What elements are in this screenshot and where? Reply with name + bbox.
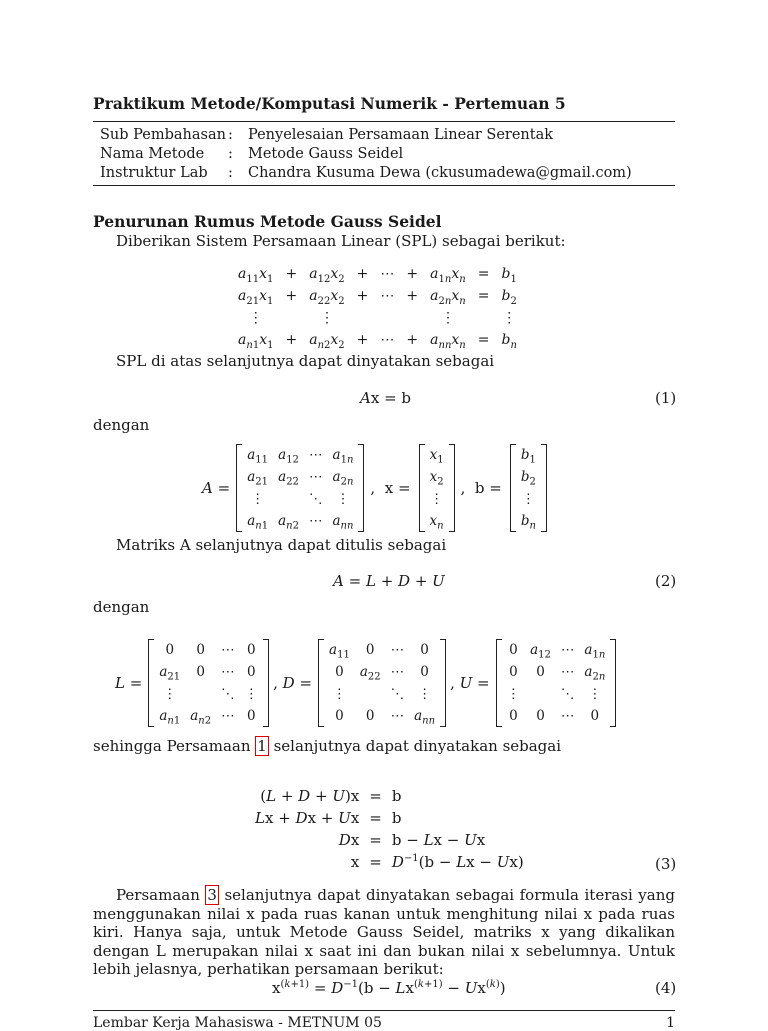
linear-system: $a_{11}x_1$ + $a_{12}x_2$ + ⋯ + $a_{1n}x_n$ = $b_1$ $a_{21}x_1$ + $a_{22}x_2$ + ⋯ + $a_{2n}x_n$ = $b_2$ ⋮ ⋮ ⋮ ⋮ $a_{n1}x_1$ + $a_{n2}x_2$ + ⋯ + $a_{nn}x_n$ = $b_n$ <box>238 266 517 351</box>
matrix-L: 0 0 ⋯ 0 $a_{21}$ 0 ⋯ 0 ⋮ ⋱ ⋮ $a_{n1}$ $a_{n2}$ ⋯ 0 <box>148 639 269 727</box>
page-number: 1 <box>666 1015 675 1031</box>
header-bottom-rule <box>93 185 675 186</box>
footer <box>93 1010 675 1031</box>
equation-ref-link[interactable]: 3 <box>207 886 217 904</box>
matrix-U: 0 $a_{12}$ ⋯ $a_{1n}$ 0 0 ⋯ $a_{2n}$ ⋮ ⋱ ⋮ 0 0 ⋯ 0 <box>496 639 617 727</box>
sehingga-text: sehingga Persamaan 1 selanjutnya dapat dinyatakan sebagai <box>93 737 562 755</box>
iteration-paragraph: Persamaan 3 selanjutnya dapat dinyatakan sebagai formula iterasi yang menggunakan nilai x pada ruas kanan untuk menghitung nilai x pada ruas kiri. Hanya saja, untuk Metode Gauss Seidel, matriks x yang dikalikan dengan L merupakan nilai x saat ini dan bukan nilai x sebelumnya. Untuk lebih jelasnya, perhatikan persamaan berikut: <box>93 886 675 978</box>
equation-number-4: (4) <box>655 979 677 997</box>
section-heading: Penurunan Rumus Metode Gauss Seidel <box>93 212 442 231</box>
vector-x: $x_1$ $x_2$ ⋮ $x_n$ <box>419 444 455 532</box>
ldu-definitions: L = 0 0 ⋯ 0 $a_{21}$ 0 ⋯ 0 ⋮ ⋱ ⋮ $a_{n1}$ $a_{n2}$ ⋯ 0 , D = $a_{11}$ 0 ⋯ 0 0 $a_{22}$ ⋯ 0 ⋮ ⋱ ⋮ 0 0 ⋯ $a_{nn}$ , U = 0 $a_{12}$ ⋯ $a_{1n}$ 0 0 ⋯ $a_{2n}$ ⋮ ⋱ ⋮ 0 0 ⋯ 0 <box>115 643 616 723</box>
equation-2: A = L + D + U <box>333 572 445 590</box>
dengan-text-2: dengan <box>93 598 150 616</box>
vector-b: $b_1$ $b_2$ ⋮ $b_n$ <box>510 444 547 532</box>
equation-1: Ax = b <box>360 389 412 407</box>
info-row: Nama Metode : Metode Gauss Seidel <box>100 145 404 162</box>
matrix-D: $a_{11}$ 0 ⋯ 0 0 $a_{22}$ ⋯ 0 ⋮ ⋱ ⋮ 0 0 ⋯ $a_{nn}$ <box>318 639 446 727</box>
info-row: Sub Pembahasan : Penyelesaian Persamaan Linear Serentak <box>100 126 554 143</box>
matrix-a-text: Matriks A selanjutnya dapat ditulis sebagai <box>116 536 447 554</box>
equation-number-3: (3) <box>655 855 677 873</box>
equation-ref-link[interactable]: 1 <box>257 737 267 755</box>
footer-text: Lembar Kerja Mahasiswa - METNUM 05 <box>93 1015 382 1031</box>
derivation: (L + D + U)x = b Lx + Dx + Ux = b Dx = b − Lx − Ux x = $D^{-1}(b - Lx - Ux)$ <box>255 787 524 871</box>
matrix-definitions: A = $a_{11}$ $a_{12}$ ⋯ $a_{1n}$ $a_{21}$ $a_{22}$ ⋯ $a_{2n}$ ⋮ ⋱ ⋮ $a_{n1}$ $a_{n2}$ ⋯ $a_{nn}$ , x = $x_1$ $x_2$ ⋮ $x_n$ , b = $b_1$ $b_2$ ⋮ $b_n$ <box>202 448 547 528</box>
equation-number-1: (1) <box>655 389 677 407</box>
header-top-rule <box>93 121 675 122</box>
equation-number-2: (2) <box>655 572 677 590</box>
equation-4: $x^{(k+1)} = D^{-1}(b - Lx^{(k+1)} - Ux^{(k)})$ <box>272 979 506 997</box>
matrix-A: $a_{11}$ $a_{12}$ ⋯ $a_{1n}$ $a_{21}$ $a_{22}$ ⋯ $a_{2n}$ ⋮ ⋱ ⋮ $a_{n1}$ $a_{n2}$ ⋯ $a_{nn}$ <box>236 444 364 532</box>
intro-text: Diberikan Sistem Persamaan Linear (SPL) sebagai berikut: <box>116 232 566 250</box>
dengan-text: dengan <box>93 416 150 434</box>
page-title: Praktikum Metode/Komputasi Numerik - Pertemuan 5 <box>93 94 566 113</box>
header-info-table <box>100 125 632 182</box>
info-row: Instruktur Lab : Chandra Kusuma Dewa (ckusumadewa@gmail.com) <box>100 164 632 181</box>
spl-text: SPL di atas selanjutnya dapat dinyatakan sebagai <box>116 352 495 370</box>
